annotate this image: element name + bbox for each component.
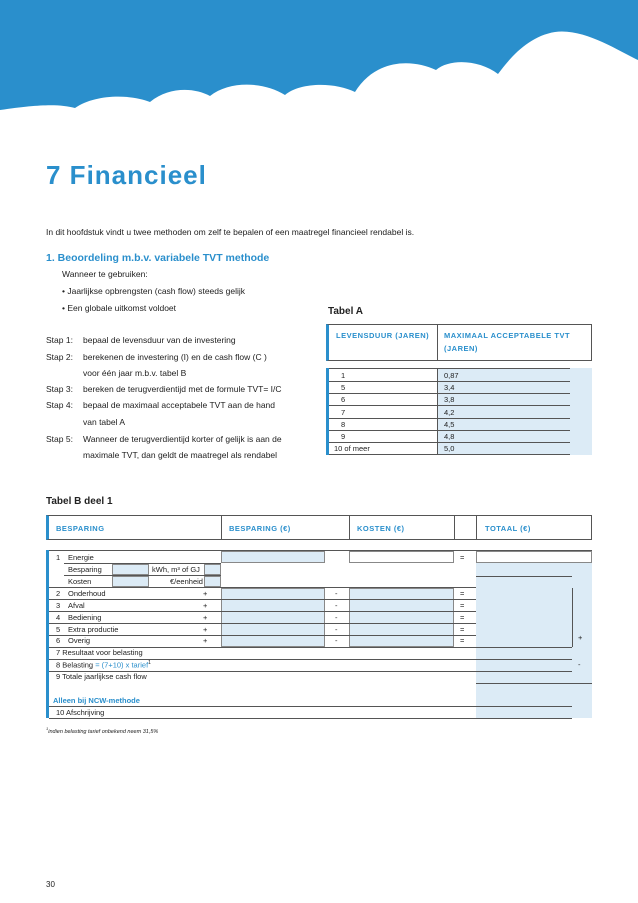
table-b-title: Tabel B deel 1 [46, 496, 113, 507]
table-a-col-tvt-unit: (JAREN) [444, 344, 478, 353]
table-a-lifetime-2: 5 [341, 383, 346, 392]
table-b-row-7: 7 Resultaat voor belasting [56, 648, 143, 657]
table-b-row-6-eq: = [460, 636, 465, 645]
step-text: bepaal de levensduur van de investering [83, 335, 236, 345]
table-b-row-6-label: Overig [68, 636, 91, 645]
table-b-row-3-num: 3 [56, 601, 61, 610]
table-b-row-4-minus: - [335, 613, 338, 622]
table-b-row-4-num: 4 [56, 613, 61, 622]
step-number: Stap 4: [46, 400, 73, 410]
table-b-row-3-minus: - [335, 601, 338, 610]
step-text: berekenen de investering (I) en de cash flow (C ) [83, 352, 267, 362]
table-b-row-6-minus: - [335, 636, 338, 645]
table-b-footnote [46, 726, 158, 735]
table-a-header [326, 324, 592, 361]
table-b-col-besparing-eur: BESPARING (€) [229, 524, 291, 533]
table-b-row-8-label: 8 Belasting [56, 660, 94, 670]
table-b-row-2-minus: - [335, 589, 338, 598]
table-a-tvt-2: 3,4 [444, 383, 455, 392]
ncw-note: Alleen bij NCW-methode [53, 696, 140, 705]
chapter-title: 7 Financieel [46, 160, 207, 190]
table-a-lifetime-4: 7 [341, 408, 346, 417]
table-b-row-5-eq: = [460, 625, 465, 634]
table-b-col-totaal: TOTAAL (€) [485, 524, 531, 533]
table-a-tvt-7: 5,0 [444, 444, 455, 453]
table-b-row-10: 10 Afschrijving [56, 708, 105, 717]
table-a-tvt-4: 4,2 [444, 408, 455, 417]
table-b-row-8-footnote-ref: 1 [148, 660, 151, 666]
step-number: Stap 2: [46, 352, 73, 362]
table-b-row-3-plus: + [203, 601, 208, 610]
step-number: Stap 1: [46, 335, 73, 345]
table-a-col-lifetime: LEVENSDUUR (JAREN) [336, 331, 430, 340]
table-b-row-2-eq: = [460, 589, 465, 598]
table-b-row-2-num: 2 [56, 589, 61, 598]
step-text: Wanneer de terugverdientijd korter of gelijk is aan de [83, 434, 282, 444]
table-b-sub-besparing: Besparing [68, 565, 102, 574]
table-b-row-8-minus: - [578, 660, 581, 669]
section-heading: 1. Beoordeling m.b.v. variabele TVT methode [46, 252, 270, 264]
table-b-row-8 [56, 660, 151, 670]
table-a-col-tvt: MAXIMAAL ACCEPTABELE TVT [444, 331, 571, 340]
table-a-tvt-5: 4,5 [444, 420, 455, 429]
table-a-tvt-1: 0,87 [444, 371, 459, 380]
table-b-row-1-eq: = [460, 553, 465, 562]
step-4-cont: van tabel A [83, 417, 126, 427]
footnote-text: indien belasting tarief onbekend neem 31,5% [48, 728, 159, 735]
step-number: Stap 3: [46, 384, 73, 394]
table-a-lifetime-3: 6 [341, 395, 346, 404]
table-b-row-8-formula: = (7+10) x tarief [95, 660, 149, 670]
usage-heading: Wanneer te gebruiken: [62, 269, 148, 279]
table-b-row-4-eq: = [460, 613, 465, 622]
table-a-title: Tabel A [328, 306, 364, 317]
bullet-2: • Een globale uitkomst voldoet [62, 303, 177, 313]
step-5-cont: maximale TVT, dan geldt de maatregel als rendabel [83, 450, 278, 460]
table-b-sub-kosten: Kosten [68, 577, 92, 586]
table-b-sub-kosten-unit: €/eenheid [170, 577, 203, 586]
table-b-row-6-num: 6 [56, 636, 61, 645]
bullet-1: • Jaarlijkse opbrengsten (cash flow) steeds gelijk [62, 286, 245, 296]
table-b-row-9: 9 Totale jaarlijkse cash flow [56, 672, 147, 681]
table-b-row-5-num: 5 [56, 625, 61, 634]
table-b-row-1-label: Energie [68, 553, 94, 562]
table-b-total-plus: + [578, 633, 583, 642]
table-b-col-kosten: KOSTEN (€) [357, 524, 405, 533]
table-b-row-1-num: 1 [56, 553, 61, 562]
table-b-row-4-plus: + [203, 613, 208, 622]
table-b-row-6-plus: + [203, 636, 208, 645]
step-text: bereken de terugverdientijd met de formule TVT= I/C [83, 384, 282, 394]
table-b-sub-besparing-unit: kWh, m³ of GJ [152, 565, 200, 574]
page-number: 30 [46, 880, 55, 889]
table-a-tvt-6: 4,8 [444, 432, 455, 441]
table-b-row-3-eq: = [460, 601, 465, 610]
table-b-row-2-plus: + [203, 589, 208, 598]
step-text: bepaal de maximaal acceptabele TVT aan de hand [83, 400, 276, 410]
table-a-lifetime-6: 9 [341, 432, 346, 441]
table-a-lifetime-7: 10 of meer [334, 444, 370, 453]
chapter-intro: In dit hoofdstuk vindt u twee methoden om zelf te bepalen of een maatregel financieel rendabel is. [46, 227, 415, 237]
header-cloud-graphic [0, 0, 638, 115]
table-b-row-5-plus: + [203, 625, 208, 634]
step-2-cont: voor één jaar m.b.v. tabel B [83, 368, 187, 378]
table-b-col-besparing: BESPARING [56, 524, 105, 533]
footnote-marker: 1 [46, 726, 49, 731]
table-a-tvt-3: 3,8 [444, 395, 455, 404]
step-number: Stap 5: [46, 434, 73, 444]
table-a-lifetime-1: 1 [341, 371, 346, 380]
table-b-row-4-label: Bediening [68, 613, 102, 622]
table-b-row-5-label: Extra productie [68, 625, 119, 634]
table-a-lifetime-5: 8 [341, 420, 346, 429]
table-b-row-5-minus: - [335, 625, 338, 634]
table-b-row-3-label: Afval [68, 601, 85, 610]
table-b-row-2-label: Onderhoud [68, 589, 106, 598]
